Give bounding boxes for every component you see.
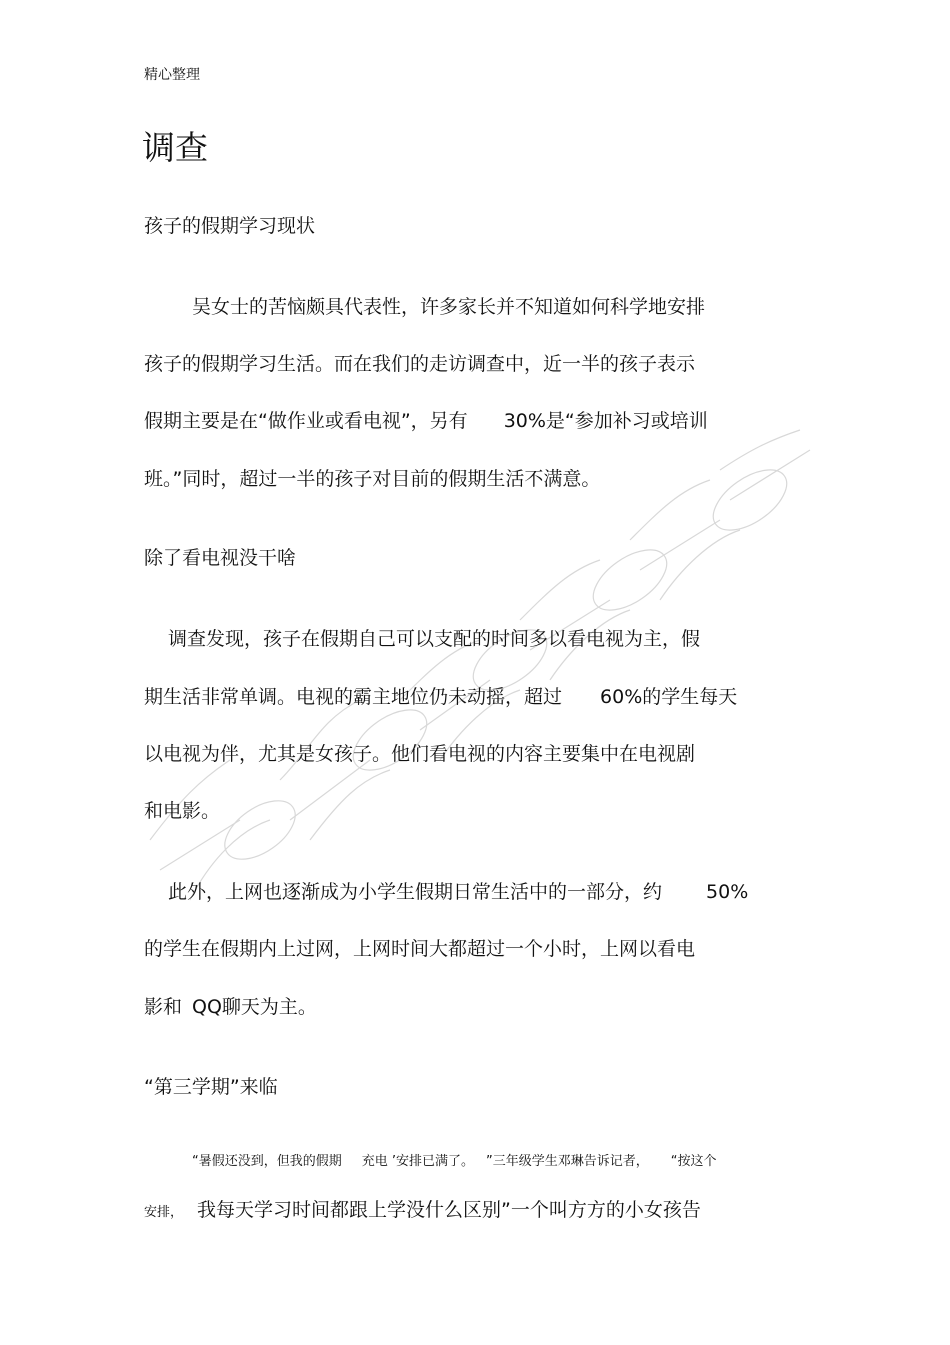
- section-heading-3: “第三学期”来临: [144, 1076, 278, 1098]
- paragraph-line: 吴女士的苦恼颇具代表性，许多家长并不知道如何科学地安排: [192, 296, 706, 318]
- paragraph-line: [144, 1198, 701, 1225]
- section-heading-2: 除了看电视没干啥: [144, 547, 297, 569]
- paragraph-line: [168, 880, 748, 904]
- text-segment: 期生活非常单调。电视的霸主地位仍未动摇，超过: [144, 686, 563, 708]
- text-segment: 安排，: [144, 1205, 184, 1220]
- text-segment: 影和: [144, 996, 183, 1018]
- paragraph-line: [144, 685, 737, 709]
- page-title: 调查: [142, 128, 208, 167]
- section-heading-1: 孩子的假期学习现状: [144, 215, 316, 237]
- paragraph-line: 班。”同时，超过一半的孩子对目前的假期生活不满意。: [144, 468, 601, 490]
- header-note: 精心整理: [144, 67, 200, 83]
- text-segment: 50%: [706, 881, 749, 903]
- text-segment: ”三年级学生邓琳告诉记者，: [486, 1154, 649, 1169]
- paragraph-line: 和电影。: [144, 800, 221, 822]
- paragraph-line: [192, 1150, 717, 1174]
- paragraph-line: [144, 995, 317, 1019]
- text-segment: 假期主要是在“做作业或看电视”，另有: [144, 410, 468, 432]
- text-segment: “按这个: [670, 1154, 717, 1169]
- text-segment: 我每天学习时间都跟上学没什么区别”一个叫方方的小女孩告: [197, 1199, 701, 1221]
- text-segment: “暑假还没到，但我的假期: [192, 1154, 342, 1169]
- text-segment: 60%的学生每天: [600, 686, 738, 708]
- paragraph-line: 的学生在假期内上过网，上网时间大都超过一个小时，上网以看电: [144, 938, 696, 960]
- text-segment: 此外，上网也逐渐成为小学生假期日常生活中的一部分，约: [168, 881, 663, 903]
- paragraph-line: [144, 409, 708, 433]
- paragraph-line: 以电视为伴，尤其是女孩子。他们看电视的内容主要集中在电视剧: [144, 743, 696, 765]
- text-segment: QQ聊天为主。: [192, 996, 317, 1018]
- paragraph-line: 孩子的假期学习生活。而在我们的走访调查中，近一半的孩子表示: [144, 353, 696, 375]
- paragraph-line: 调查发现，孩子在假期自己可以支配的时间多以看电视为主，假: [168, 628, 701, 650]
- text-segment: 30%是“参加补习或培训: [503, 410, 708, 432]
- text-segment: 充电 ’安排已满了。: [361, 1154, 475, 1169]
